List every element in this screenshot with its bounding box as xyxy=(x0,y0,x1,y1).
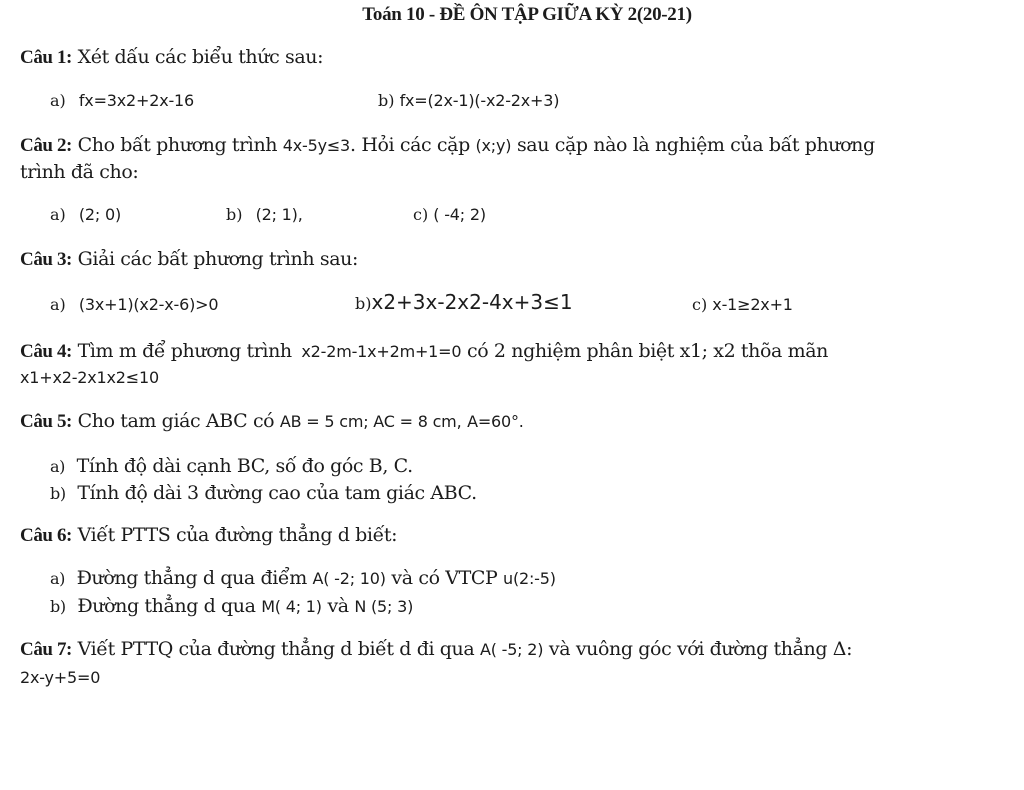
question-2-part-a xyxy=(50,205,121,224)
part-b-label: b) xyxy=(50,597,66,616)
q6-direction-vector: u(2:-5) xyxy=(503,569,556,588)
q1-expression-a: fx=3x2+2x-16 xyxy=(78,91,194,110)
q6-point-m: M( 4; 1) xyxy=(261,597,322,616)
part-a-label: a) xyxy=(50,205,66,224)
question-3 xyxy=(20,248,358,271)
q6-text-a-2: và có VTCP xyxy=(391,567,498,589)
question-2-text-4: trình đã cho: xyxy=(20,161,139,183)
part-a-label: a) xyxy=(50,457,65,476)
question-7 xyxy=(20,638,852,661)
part-b-label: b) xyxy=(226,205,243,224)
question-6-text: Viết PTTS của đường thẳng d biết: xyxy=(77,524,398,546)
question-1-part-b xyxy=(378,91,559,110)
question-5 xyxy=(20,410,524,433)
q3-expression-c: x-1≥2x+1 xyxy=(712,295,793,314)
page-title: Toán 10 - ĐỀ ÔN TẬP GIỮA KỲ 2(20-21) xyxy=(362,4,692,25)
question-6-part-a xyxy=(50,567,556,589)
part-a-label: a) xyxy=(50,91,66,110)
q7-line-equation: 2x-y+5=0 xyxy=(20,668,101,687)
question-4-condition xyxy=(20,368,159,387)
question-5-part-b xyxy=(50,482,477,504)
question-6 xyxy=(20,524,397,547)
question-1-label: Câu 1: xyxy=(20,47,72,68)
question-2-part-c xyxy=(413,205,486,224)
question-4 xyxy=(20,340,828,363)
question-2-part-b xyxy=(226,205,303,224)
q2-inequality: 4x-5y≤3 xyxy=(282,136,351,155)
q1-expression-b: fx=(2x-1)(-x2-2x+3) xyxy=(399,91,560,110)
question-4-label: Câu 4: xyxy=(20,341,72,362)
question-3-part-b xyxy=(355,290,573,314)
question-1 xyxy=(20,46,323,69)
question-5-label: Câu 5: xyxy=(20,411,72,432)
question-2 xyxy=(20,134,875,157)
part-b-label: b) xyxy=(355,294,372,313)
q3-expression-b: x2+3x-2x2-4x+3≤1 xyxy=(371,290,573,314)
q6-text-a-1: Đường thẳng d qua điểm xyxy=(76,567,307,589)
question-3-part-a xyxy=(50,295,218,314)
question-6-part-b xyxy=(50,595,413,617)
question-7-equation xyxy=(20,668,100,687)
question-3-label: Câu 3: xyxy=(20,249,72,270)
question-5-text-1: Cho tam giác ABC có xyxy=(77,410,275,432)
question-2-text-1: Cho bất phương trình xyxy=(77,134,278,156)
part-b-label: b) xyxy=(50,484,66,503)
q6-text-b-1: Đường thẳng d qua xyxy=(77,595,256,617)
question-6-label: Câu 6: xyxy=(20,525,72,546)
question-4-text-2: có 2 nghiệm phân biệt x1; x2 thõa mãn xyxy=(467,340,828,362)
question-2-continued xyxy=(20,161,138,183)
q2-option-b: (2; 1), xyxy=(255,205,303,224)
question-3-text: Giải các bất phương trình sau: xyxy=(77,248,358,270)
part-b-label: b) xyxy=(378,91,395,110)
part-c-label: c) xyxy=(692,295,708,314)
q6-point-a: A( -2; 10) xyxy=(312,569,386,588)
question-1-text: Xét dấu các biểu thức sau: xyxy=(77,46,324,68)
question-4-text-1: Tìm m để phương trình xyxy=(77,340,292,362)
question-5-part-a xyxy=(50,455,413,477)
q2-option-a: (2; 0) xyxy=(78,205,121,224)
part-a-label: a) xyxy=(50,569,65,588)
q4-equation: x2-2m-1x+2m+1=0 xyxy=(301,342,462,361)
question-7-text-2: và vuông góc với đường thẳng Δ: xyxy=(548,638,853,660)
question-1-part-a xyxy=(50,91,194,110)
question-2-text-3: sau cặp nào là nghiệm của bất phương xyxy=(516,134,875,156)
q4-condition: x1+x2-2x1x2≤10 xyxy=(20,368,159,387)
q2-option-c: ( -4; 2) xyxy=(433,205,486,224)
question-7-text-1: Viết PTTQ của đường thẳng d biết d đi qua xyxy=(77,638,475,660)
question-3-part-c xyxy=(692,295,793,314)
part-c-label: c) xyxy=(413,205,429,224)
q6-text-b-2: và xyxy=(327,595,349,617)
question-2-text-2: . Hỏi các cặp xyxy=(350,134,470,156)
q6-point-n: N (5; 3) xyxy=(354,597,414,616)
q7-point: A( -5; 2) xyxy=(479,640,544,659)
part-a-label: a) xyxy=(50,295,66,314)
question-2-label: Câu 2: xyxy=(20,135,72,156)
q5-text-a: Tính độ dài cạnh BC, số đo góc B, C. xyxy=(76,455,413,477)
q5-angle: A=60°. xyxy=(467,412,524,431)
q3-expression-a: (3x+1)(x2-x-6)>0 xyxy=(78,295,219,314)
question-7-label: Câu 7: xyxy=(20,639,72,660)
q5-sides: AB = 5 cm; AC = 8 cm, xyxy=(279,412,462,431)
q5-text-b: Tính độ dài 3 đường cao của tam giác ABC. xyxy=(77,482,477,504)
q2-pair: (x;y) xyxy=(475,136,512,155)
